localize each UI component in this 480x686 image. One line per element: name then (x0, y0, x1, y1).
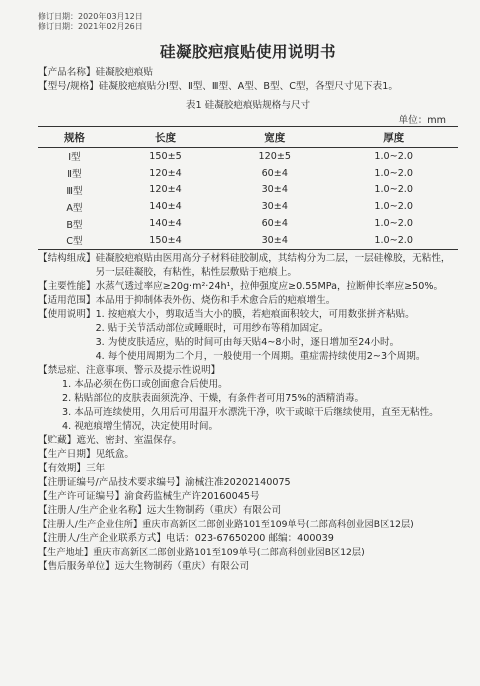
contact-label: 【注册人/生产企业联系方式】 (38, 532, 166, 544)
contact-value: 电话：023-67650200 邮编：400039 (165, 532, 334, 544)
production-date-label: 【生产日期】 (38, 448, 96, 460)
revision-date: 修订日期：2020年03月12日 (38, 12, 143, 21)
registrant-addr-label: 【注册人/生产企业住所】 (38, 518, 143, 530)
scope-row (38, 294, 458, 308)
table-row (38, 165, 458, 182)
warning-item: 3. 本品可连续使用，久用后可用温开水漂洗干净，吹干或晾干后继续使用，直至无粘性。 (62, 406, 439, 418)
reg-no-row (38, 476, 458, 490)
contact-row (38, 532, 458, 546)
service-value: 远大生物制药（重庆）有限公司 (114, 560, 250, 572)
storage-label: 【贮藏】 (38, 434, 77, 446)
table-row (38, 232, 458, 249)
prod-addr-value: 重庆市高新区二郎创业路101至109单号(二郎高科创业园B区12层) (93, 546, 365, 558)
product-name-row (38, 66, 458, 80)
prod-addr-label: 【生产地址】 (38, 546, 94, 558)
license-no-label: 【生产许可证编号】 (38, 490, 125, 502)
validity-row (38, 462, 458, 476)
product-name-value: 硅凝胶疤痕贴 (95, 67, 154, 78)
table-cell: 120±4 (149, 167, 182, 179)
table-cell: A型 (66, 202, 83, 214)
spec-table (38, 126, 458, 250)
usage-list (96, 308, 458, 364)
storage-value: 遮光、密封、室温保存。 (76, 434, 182, 446)
table-cell: C型 (38, 232, 111, 249)
table-cell: 30±4 (261, 184, 288, 196)
table-cell: 150±5 (149, 150, 182, 162)
table-header: 厚度 (329, 127, 458, 148)
table-cell: 60±4 (261, 218, 288, 230)
warning-item: 1. 本品必须在伤口或创面愈合后使用。 (62, 378, 228, 390)
table-cell: 120±5 (258, 150, 291, 162)
structure-value: 硅凝胶疤痕贴由医用高分子材料硅胶制成，其结构分为二层，一层硅橡胶，无粘性，另一层硅凝胶，有粘性，粘性层敷贴于疤痕上。 (95, 252, 451, 278)
table-header-row (38, 127, 458, 148)
table-cell: 1.0~2.0 (374, 201, 413, 213)
table-header: 宽度 (220, 127, 329, 148)
service-row (38, 560, 458, 574)
table-cell: 150±4 (111, 232, 220, 249)
table-cell: 1.0~2.0 (374, 184, 413, 196)
table-cell: 30±4 (261, 201, 288, 213)
warning-item: 4. 视疤痕增生情况，决定使用时间。 (62, 420, 219, 432)
usage-item: 3. 为使皮肤适应，贴的时间可由每天贴4~8小时，逐日增加至24小时。 (95, 336, 400, 348)
model-row (38, 80, 458, 94)
warning-item: 2. 粘贴部位的皮肤表面须洗净、干燥，有条件者可用75%的酒精消毒。 (62, 392, 365, 404)
usage-item: 4. 每个使用周期为二个月，一般使用一个周期。重症需持续使用2~3个周期。 (95, 350, 426, 362)
table-unit: 单位：mm (398, 115, 446, 126)
table-caption: 表1 硅凝胶疤痕贴规格与尺寸 (185, 100, 311, 111)
usage-label: 【使用说明】 (38, 308, 96, 320)
registrant-addr-value: 重庆市高新区二郎创业路101至109单号(二郎高科创业园B区12层) (142, 518, 414, 530)
usage-row (38, 308, 458, 364)
usage-item: 2. 贴于关节活动部位或睡眠时，可用纱布等稍加固定。 (95, 322, 329, 334)
structure-label: 【结构组成】 (38, 252, 96, 264)
table-cell: 140±4 (149, 218, 182, 230)
table-cell: 140±4 (149, 201, 182, 213)
table-header: 长度 (111, 127, 220, 148)
warnings-list (38, 378, 458, 434)
table-cell: 1.0~2.0 (374, 167, 413, 179)
registrant-name-label: 【注册人/生产企业名称】 (38, 504, 147, 516)
document-title: 硅凝胶疤痕贴使用说明书 (159, 43, 336, 61)
table-cell: 30±4 (220, 232, 329, 249)
validity-label: 【有效期】 (38, 462, 86, 474)
table-cell: 1.0~2.0 (374, 150, 413, 162)
performance-label: 【主要性能】 (38, 280, 96, 292)
table-cell: B型 (66, 219, 83, 231)
scope-value: 本品用于抑制体表外伤、烧伤和手术愈合后的疤痕增生。 (95, 294, 336, 306)
license-no-row (38, 490, 458, 504)
production-date-row (38, 448, 458, 462)
license-no-value: 渝食药监械生产许20160045号 (124, 490, 260, 502)
registrant-name-row (38, 504, 458, 518)
validity-value: 三年 (85, 462, 106, 474)
model-value: 硅凝胶疤痕贴分Ⅰ型、Ⅱ型、Ⅲ型、A型、B型、C型，各型尺寸见下表1。 (98, 81, 398, 92)
warnings-label: 【禁忌症、注意事项、警示及提示性说明】 (38, 364, 221, 376)
table-row (38, 148, 458, 165)
reg-no-value: 渝械注准20202140075 (185, 476, 291, 488)
table-cell: Ⅰ型 (68, 152, 81, 164)
prod-addr-row (38, 546, 458, 560)
usage-item: 1. 按疤痕大小，剪取适当大小的膜，若疤痕面积较大，可用数张拼齐粘贴。 (95, 308, 415, 320)
performance-value: 水蒸气透过率应≥20g·m²·24h¹，拉伸强度应≥0.55MPa，拉断伸长率应≥50%。 (95, 280, 444, 292)
table-row (38, 198, 458, 215)
storage-row (38, 434, 458, 448)
production-date-value: 见纸盒。 (95, 448, 134, 460)
revision-date-2: 修订日期：2021年02月26日 (38, 22, 143, 31)
reg-no-label: 【注册证编号/产品技术要求编号】 (38, 476, 186, 488)
table-row (38, 182, 458, 199)
table-header: 规格 (38, 127, 111, 148)
model-label: 【型号/规格】 (38, 81, 99, 92)
registrant-addr-row (38, 518, 458, 532)
table-row (38, 215, 458, 232)
product-name-label: 【产品名称】 (38, 67, 96, 78)
registrant-name-value: 远大生物制药（重庆）有限公司 (146, 504, 282, 516)
structure-row (38, 252, 458, 280)
table-cell: 1.0~2.0 (329, 232, 458, 249)
service-label: 【售后服务单位】 (38, 560, 115, 572)
table-cell: Ⅱ型 (67, 169, 82, 181)
table-cell: 120±4 (149, 184, 182, 196)
table-cell: 1.0~2.0 (374, 218, 413, 230)
table-cell: Ⅲ型 (66, 185, 83, 197)
table-cell: 60±4 (261, 167, 288, 179)
performance-row (38, 280, 458, 294)
scope-label: 【适用范围】 (38, 294, 96, 306)
